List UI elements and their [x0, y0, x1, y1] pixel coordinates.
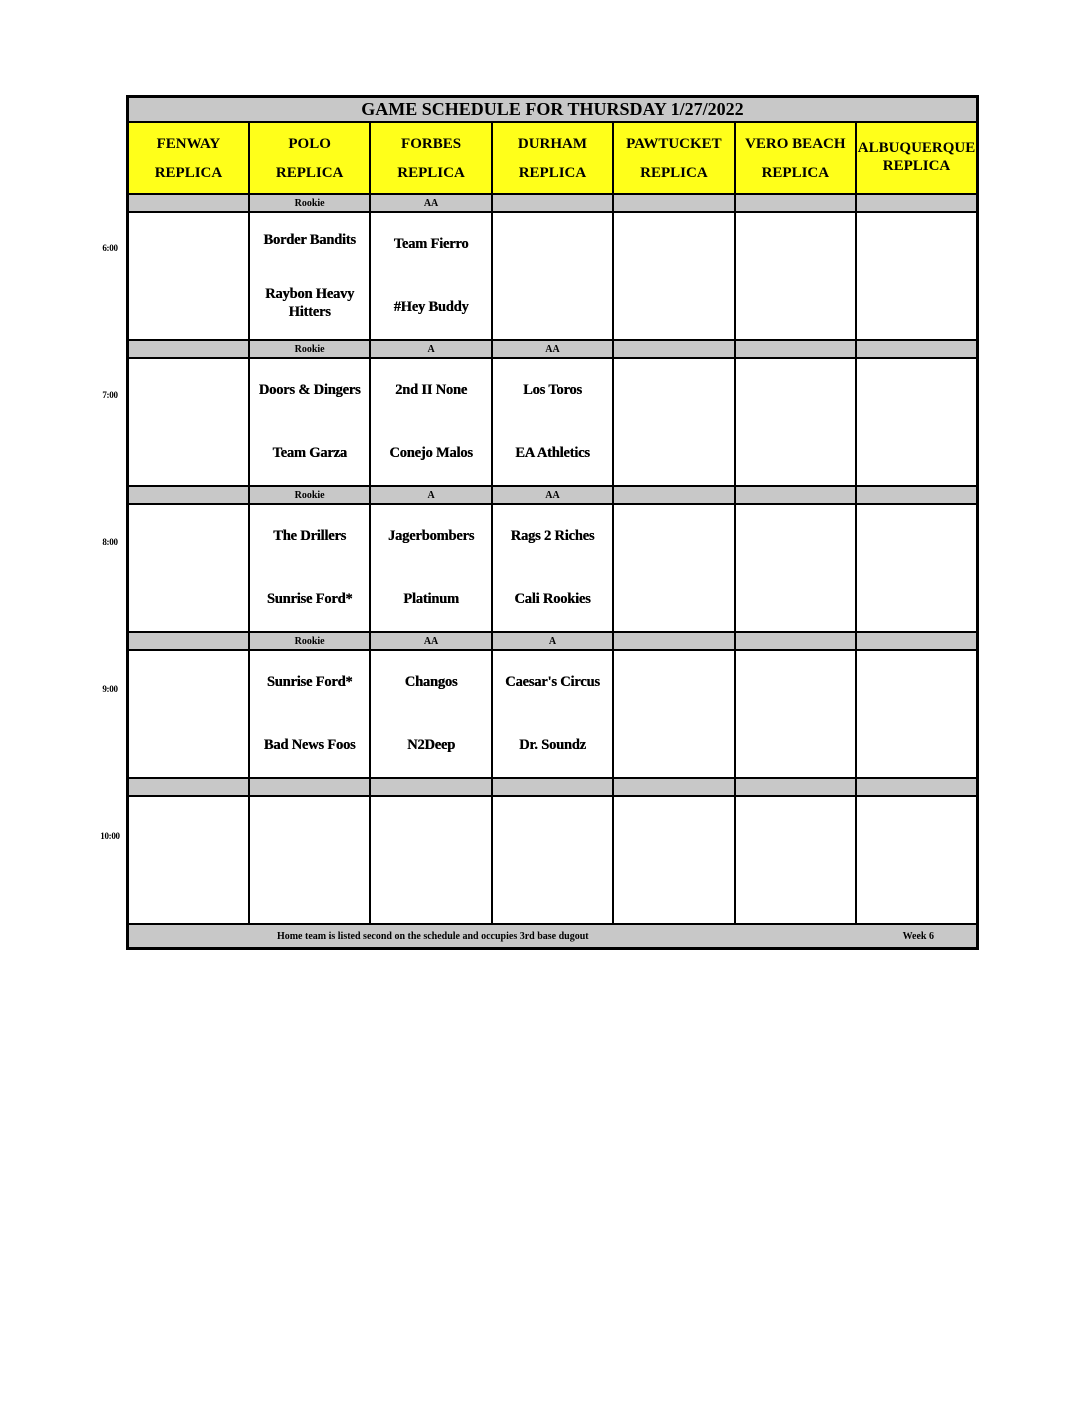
division-cell: AA: [370, 194, 491, 212]
game-cell: [492, 504, 613, 632]
division-cell: A: [370, 340, 491, 358]
game-cell: [856, 650, 977, 778]
game-cell: [370, 650, 491, 778]
footer-row: [128, 924, 978, 949]
game-cell: [370, 212, 491, 340]
game-cell: [249, 358, 370, 486]
division-cell: [128, 632, 249, 650]
field-name: VERO BEACH: [745, 135, 846, 152]
field-name: FENWAY: [156, 135, 221, 152]
game-cell: [735, 358, 856, 486]
game-row: [128, 796, 978, 924]
game-cell: [492, 796, 613, 924]
time-label-9-00: 9:00: [102, 684, 118, 694]
division-cell: [735, 778, 856, 796]
division-row: [128, 340, 978, 358]
schedule-table: [126, 95, 979, 950]
division-cell: [735, 486, 856, 504]
game-row: [128, 504, 978, 632]
division-cell: Rookie: [249, 340, 370, 358]
game-cell: [613, 358, 734, 486]
game-cell: [128, 358, 249, 486]
game-row: [128, 650, 978, 778]
game-cell: [856, 796, 977, 924]
home-team: Bad News Foos: [263, 737, 356, 754]
game-cell: [128, 650, 249, 778]
game-cell: [613, 212, 734, 340]
home-team: Cali Rookies: [514, 591, 591, 608]
field-sub: REPLICA: [518, 164, 587, 181]
field-header-vero-beach: [735, 122, 856, 194]
away-team: Doors & Dingers: [258, 382, 361, 399]
field-sub: REPLICA: [761, 164, 830, 181]
game-cell: [613, 796, 734, 924]
division-cell: A: [370, 486, 491, 504]
time-label-10-00: 10:00: [100, 831, 120, 841]
away-team: The Drillers: [273, 528, 347, 545]
division-row: [128, 486, 978, 504]
away-team: Jagerbombers: [387, 528, 475, 545]
division-cell: [856, 632, 977, 650]
home-team: Sunrise Ford*: [266, 591, 353, 608]
field-sub: REPLICA: [154, 164, 223, 181]
division-cell: [249, 778, 370, 796]
away-team: Team Fierro: [393, 236, 469, 253]
field-sub: REPLICA: [275, 164, 344, 181]
week-label: Week 6: [735, 924, 978, 949]
game-cell: [735, 212, 856, 340]
game-cell: [856, 358, 977, 486]
division-cell: [492, 778, 613, 796]
game-cell: [735, 796, 856, 924]
away-team: Caesar's Circus: [505, 674, 600, 691]
field-header-forbes: [370, 122, 491, 194]
game-cell: [735, 650, 856, 778]
division-cell: AA: [370, 632, 491, 650]
away-team: Los Toros: [523, 382, 582, 399]
division-cell: [128, 194, 249, 212]
field-sub: REPLICA: [640, 164, 708, 181]
game-row: [128, 212, 978, 340]
away-team: Border Bandits: [263, 231, 356, 248]
division-cell: AA: [492, 486, 613, 504]
division-cell: [856, 778, 977, 796]
home-team: Team Garza: [272, 445, 347, 462]
division-cell: [128, 340, 249, 358]
home-team: Dr. Soundz: [519, 737, 586, 754]
division-cell: A: [492, 632, 613, 650]
division-cell: [370, 778, 491, 796]
field-header-durham: [492, 122, 613, 194]
division-row: [128, 778, 978, 796]
game-cell: [613, 650, 734, 778]
division-row: [128, 194, 978, 212]
field-name: ALBUQUERQUE: [857, 140, 976, 157]
home-team: EA Athletics: [515, 445, 590, 462]
field-header-row: [128, 122, 978, 194]
time-label-6-00: 6:00: [102, 243, 118, 253]
game-cell: [492, 358, 613, 486]
game-cell: [856, 504, 977, 632]
schedule-title: GAME SCHEDULE FOR THURSDAY 1/27/2022: [128, 97, 978, 123]
game-cell: [370, 358, 491, 486]
home-team: N2Deep: [407, 737, 456, 754]
home-team: #Hey Buddy: [393, 299, 469, 316]
field-name: FORBES: [401, 135, 462, 152]
field-header-albuquerque: [856, 122, 977, 194]
game-cell: [613, 504, 734, 632]
division-row: [128, 632, 978, 650]
field-header-pawtucket: [613, 122, 734, 194]
home-team: Platinum: [403, 591, 459, 608]
game-cell: [128, 504, 249, 632]
field-header-fenway: [128, 122, 249, 194]
game-cell: [249, 504, 370, 632]
field-name: PAWTUCKET: [626, 135, 722, 152]
field-sub: REPLICA: [882, 157, 951, 174]
division-cell: [735, 632, 856, 650]
division-cell: AA: [492, 340, 613, 358]
time-label-7-00: 7:00: [102, 390, 118, 400]
game-cell: [249, 650, 370, 778]
division-cell: [613, 340, 734, 358]
away-team: 2nd II None: [395, 382, 468, 399]
field-sub: REPLICA: [397, 164, 465, 181]
game-cell: [856, 212, 977, 340]
footer-note: Home team is listed second on the schedule and occupies 3rd base dugout: [128, 924, 735, 949]
division-cell: Rookie: [249, 486, 370, 504]
division-cell: [613, 486, 734, 504]
home-team: Raybon Heavy Hitters: [265, 285, 355, 320]
game-cell: [128, 796, 249, 924]
game-cell: [492, 212, 613, 340]
away-team: Rags 2 Riches: [510, 528, 595, 545]
title-row: [128, 97, 978, 123]
division-cell: Rookie: [249, 194, 370, 212]
division-cell: [613, 778, 734, 796]
division-cell: [735, 340, 856, 358]
game-cell: [492, 650, 613, 778]
game-cell: [128, 212, 249, 340]
home-team: Conejo Malos: [389, 445, 473, 462]
division-cell: [613, 194, 734, 212]
division-cell: [856, 340, 977, 358]
division-cell: [128, 486, 249, 504]
division-cell: [856, 194, 977, 212]
division-cell: [613, 632, 734, 650]
game-cell: [735, 504, 856, 632]
away-team: Sunrise Ford*: [266, 674, 353, 691]
field-header-polo: [249, 122, 370, 194]
division-cell: [856, 486, 977, 504]
game-row: [128, 358, 978, 486]
division-cell: [492, 194, 613, 212]
division-cell: [735, 194, 856, 212]
division-cell: [128, 778, 249, 796]
game-cell: [249, 212, 370, 340]
field-name: POLO: [288, 135, 331, 152]
field-name: DURHAM: [517, 135, 588, 152]
away-team: Changos: [404, 674, 458, 691]
time-label-8-00: 8:00: [102, 537, 118, 547]
division-cell: Rookie: [249, 632, 370, 650]
game-cell: [370, 504, 491, 632]
game-cell: [370, 796, 491, 924]
game-cell: [249, 796, 370, 924]
